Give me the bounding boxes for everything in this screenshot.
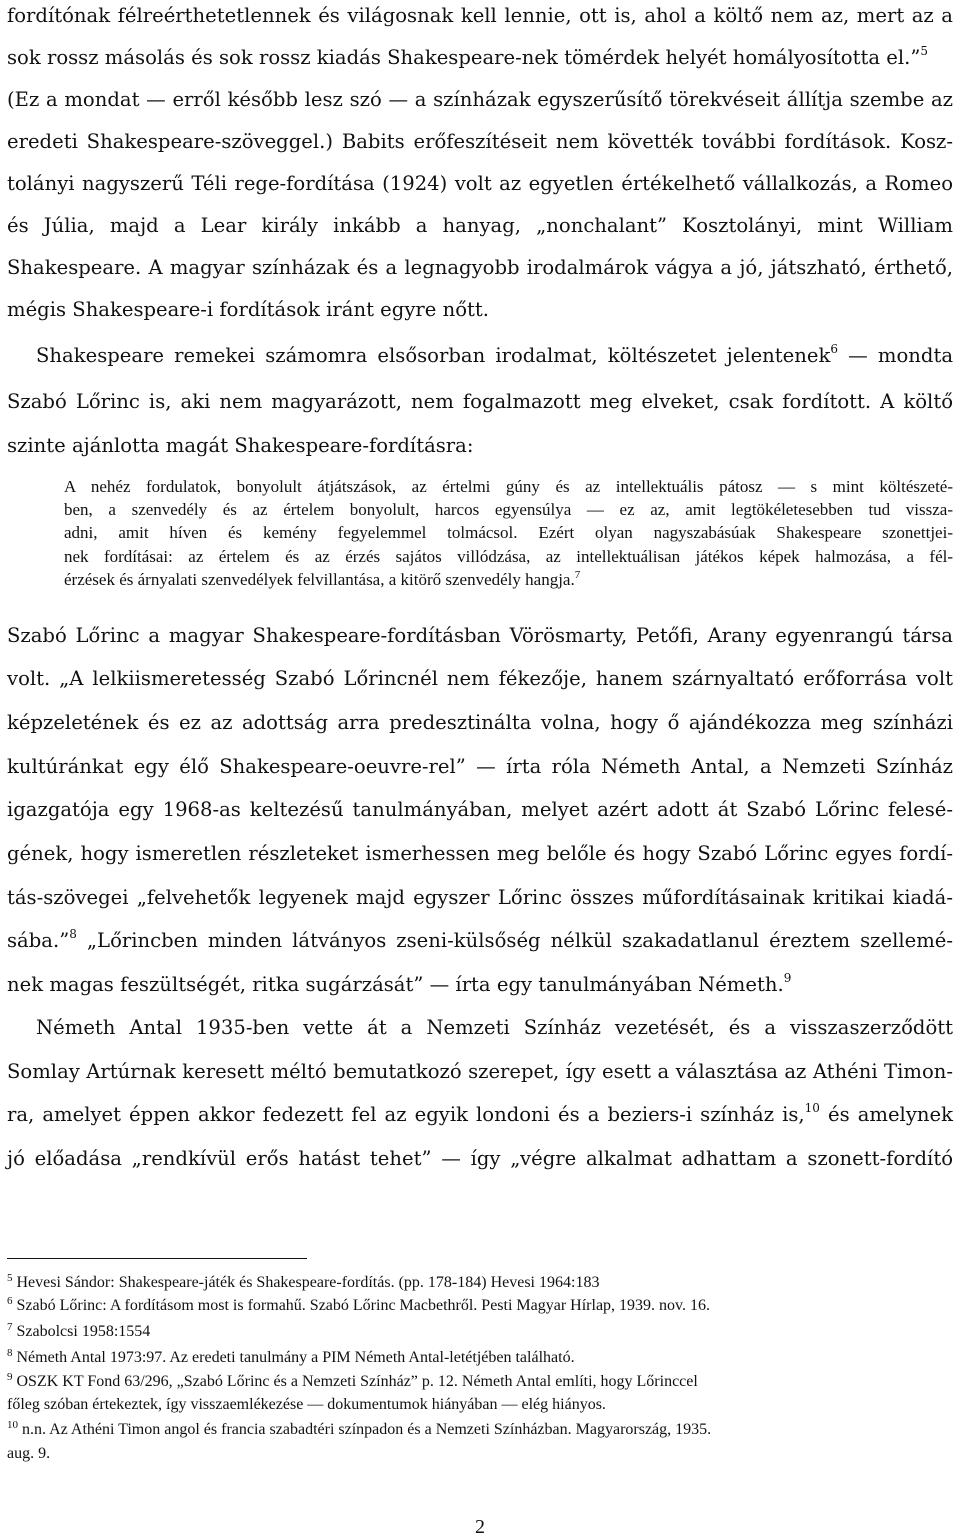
body-text: mondta	[877, 344, 953, 367]
page-number: 2	[475, 1516, 485, 1538]
body-text: sába.”	[7, 929, 70, 952]
body-line: Somlay Artúrnak keresett méltó bemutatkozó szerepet, így esett a választása az Athéni Timon-	[7, 1060, 953, 1083]
body-line: fordítónak félreérthetetlennek és világosnak kell lennie, ott is, ahol a költő nem az, mert az a	[7, 4, 953, 27]
footnote	[7, 1419, 953, 1438]
quote-text: érzések és árnyalati szenvedélyek felvillantása, a kitörő szenvedély hangja.	[64, 570, 575, 589]
body-line: eredeti Shakespeare-szöveggel.) Babits erőfeszítéseit nem követték további fordítások. Kosz-	[7, 130, 953, 153]
body-line: Szabó Lőrinc is, aki nem magyarázott, nem fogalmazott meg elveket, csak fordított. A költő	[7, 390, 953, 413]
footnote-separator	[7, 1258, 307, 1259]
footnote-number: 5	[7, 1272, 13, 1284]
body-line	[7, 1101, 953, 1126]
footnote	[7, 1321, 953, 1340]
footnote-ref-7[interactable]: 7	[574, 569, 581, 581]
footnote-number: 8	[7, 1347, 13, 1359]
footnote-text: Szabó Lőrinc: A fordításom most is formahű. Szabó Lőrinc Macbethről. Pesti Magyar Hírlap, 1939. nov. 16.	[16, 1297, 711, 1314]
footnote	[7, 1295, 953, 1314]
footnote-ref-6[interactable]: 6	[830, 342, 838, 356]
body-text: nek magas feszültségét, ritka sugárzását” — írta egy tanulmányában Németh.	[7, 973, 784, 996]
footnote-text: főleg szóban értekeztek, így visszaemlékezése — dokumentumok hiányában — elég hiányos.	[7, 1396, 606, 1413]
quote-line: adni, amit híven és kemény fegyelemmel tolmácsol. Ezért olyan nagyszabásúak Shakespeare szonettjei-	[64, 523, 953, 542]
quote-line	[64, 571, 953, 588]
body-text: Shakespeare remekei számomra elsősorban irodalmat, költészetet jelentenek	[36, 344, 831, 367]
footnote	[7, 1397, 953, 1413]
footnote-ref-9[interactable]: 9	[783, 971, 792, 985]
body-line: tás-szövegei „felvehetők legyenek majd egyszer Lőrinc összes műfordításainak kritikai kiadá-	[7, 886, 953, 909]
body-line: Németh Antal 1935-ben vette át a Nemzeti Színház vezetését, és a visszaszerződött	[36, 1016, 953, 1039]
footnote-text: Hevesi Sándor: Shakespeare-játék és Shakespeare-fordítás. (pp. 178-184) Hevesi 1964:183	[16, 1274, 600, 1291]
body-line: kultúránkat egy élő Shakespeare-oeuvre-rel” — írta róla Németh Antal, a Nemzeti Színház	[7, 755, 953, 778]
footnote-ref-8[interactable]: 8	[69, 927, 77, 941]
body-line: jó előadása „rendkívül erős hatást tehet” — így „végre alkalmat adhattam a szonett-fordító	[7, 1147, 953, 1170]
footnote-number: 7	[7, 1321, 13, 1333]
quote-line: nek fordításai: az értelem és az érzés sajátos villódzása, az intellektuálisan játékos képek halmozása, a fél-	[64, 547, 953, 566]
footnote-number: 6	[7, 1295, 13, 1307]
body-line: Szabó Lőrinc a magyar Shakespeare-fordításban Vörösmarty, Petőfi, Arany egyenrangú társa	[7, 624, 953, 647]
body-line: gének, hogy ismeretlen részleteket ismerhessen meg belőle és hogy Szabó Lőrinc egyes fordí-	[7, 842, 953, 865]
body-line: (Ez a mondat — erről később lesz szó — a színházak egyszerűsítő törekvéseit állítja szembe az	[7, 88, 953, 111]
footnote-text: OSZK KT Fond 63/296, „Szabó Lőrinc és a Nemzeti Színház” p. 12. Németh Antal említi, hogy Lőrinccel	[16, 1373, 698, 1390]
footnote-number: 9	[7, 1371, 13, 1383]
body-text: „Lőrincben minden látványos zseni-külsőség nélkül szakadatlanul éreztem szellemé-	[86, 929, 953, 952]
body-line: volt. „A lelkiismeretesség Szabó Lőrincnél nem fékezője, hanem szárnyaltató erőforrása volt	[7, 667, 953, 690]
body-text: és amelynek	[827, 1103, 953, 1126]
body-line	[7, 971, 953, 996]
body-line: képzeletének és ez az adottság arra predesztinálta volna, hogy ő ajándékozza meg színházi	[7, 711, 953, 734]
footnote-text: Szabolcsi 1958:1554	[16, 1323, 151, 1340]
body-text: —	[848, 344, 868, 367]
body-line	[7, 44, 953, 69]
body-line: és Júlia, majd a Lear király inkább a hanyag, „nonchalant” Kosztolányi, mint William	[7, 214, 953, 237]
quote-line: ben, a szenvedély és az értelem bonyolult, harcos egyensúlya — ez az, amit legtökéletesebben tud vissza-	[64, 500, 953, 519]
footnote-text: Németh Antal 1973:97. Az eredeti tanulmány a PIM Németh Antal-letétjében található.	[16, 1349, 575, 1366]
body-line: Shakespeare. A magyar színházak és a legnagyobb irodalmárok vágya a jó, játszható, érthető,	[7, 256, 953, 279]
body-line: szinte ajánlotta magát Shakespeare-fordításra:	[7, 434, 474, 457]
footnote-text: aug. 9.	[7, 1445, 51, 1462]
body-line: tolányi nagyszerű Téli rege-fordítása (1924) volt az egyetlen értékelhető vállalkozás, a Romeo	[7, 172, 953, 195]
footnote-ref-10[interactable]: 10	[804, 1101, 820, 1115]
footnote-text: n.n. Az Athéni Timon angol és francia szabadtéri színpadon és a Nemzeti Színházban. Magyarország, 1935.	[22, 1421, 712, 1438]
body-text: sok rossz másolás és sok rossz kiadás Shakespeare-nek tömérdek helyét homályosította el.”	[7, 46, 921, 69]
body-line	[36, 342, 953, 367]
footnote	[7, 1371, 953, 1390]
body-line: igazgatója egy 1968-as keltezésű tanulmányában, melyet azért adott át Szabó Lőrinc felesé-	[7, 798, 953, 821]
footnote-ref-5[interactable]: 5	[920, 44, 928, 58]
footnote-number: 10	[7, 1419, 18, 1431]
footnote	[7, 1347, 953, 1366]
body-text: ra, amelyet éppen akkor fedezett fel az egyik londoni és a beziers-i színház is,	[7, 1103, 805, 1126]
body-line: mégis Shakespeare-i fordítások iránt egyre nőtt.	[7, 298, 489, 321]
footnote	[7, 1272, 953, 1291]
quote-line: A nehéz fordulatok, bonyolult átjátszások, az értelmi gúny és az intellektuális pátosz — s mint költészeté-	[64, 477, 953, 496]
body-line	[7, 927, 953, 952]
footnote	[7, 1446, 953, 1462]
